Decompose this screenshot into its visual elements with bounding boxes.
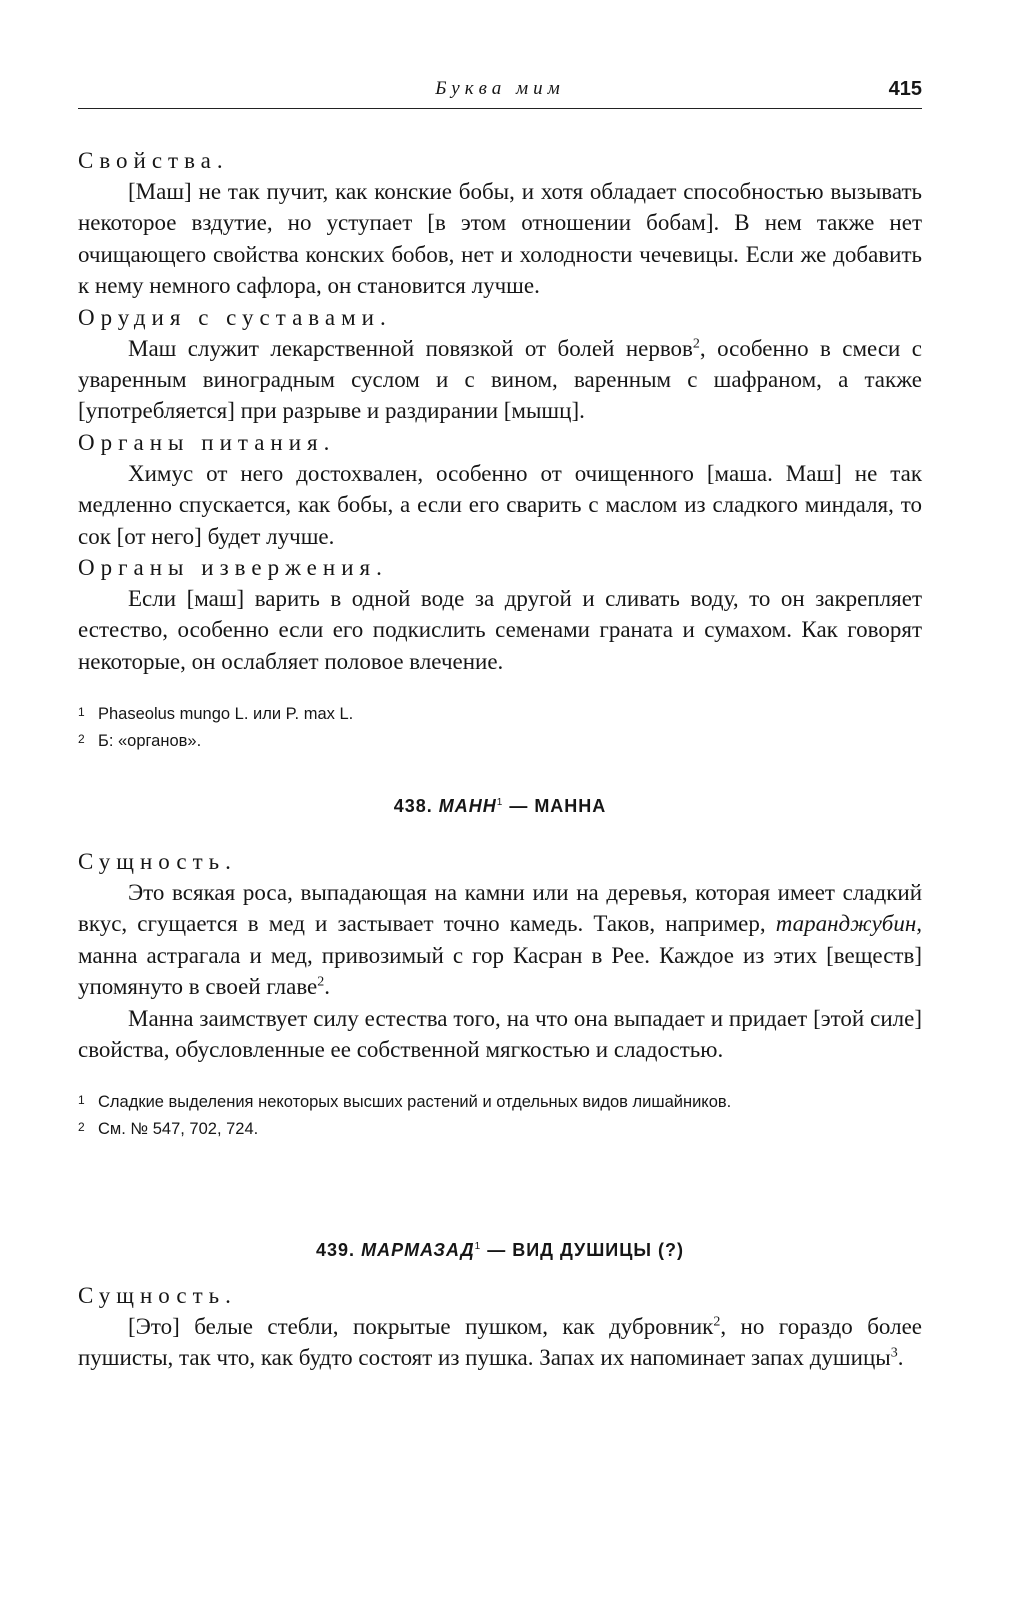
- text-run: [Это] белые стебли, покрытые пушком, как дубровник: [128, 1314, 714, 1339]
- paragraph-essence: [78, 1311, 922, 1374]
- footnote-text: См. № 547, 702, 724.: [98, 1120, 259, 1139]
- heading-joint-organs: Орудия с суставами.: [78, 304, 392, 330]
- running-head: [78, 78, 922, 108]
- footnote-mark: 2: [78, 1120, 85, 1135]
- heading-excretion-organs: Органы извержения.: [78, 555, 388, 581]
- article-translation: — МАННА: [503, 796, 607, 816]
- footnote: [78, 701, 922, 728]
- text-run: , но гораздо более пушисты, так что, как будто состоят из пушка. Запах их напоминает запах душицы: [78, 1314, 922, 1371]
- heading-essence: Сущность.: [78, 1283, 237, 1308]
- heading-essence: Сущность.: [78, 849, 237, 874]
- text-run: , особенно в смеси с уваренным виноградным суслом и с вином, варенным с шафраном, а также [употребляется] при разрыве и раздирании [мышц].: [78, 335, 922, 424]
- text-run: .: [897, 1345, 904, 1371]
- footnote: [78, 1116, 922, 1143]
- footnote-ref: 2: [692, 335, 700, 351]
- footnote-text: Б: «органов».: [98, 732, 202, 751]
- footnotes-437: [78, 701, 922, 755]
- article-title-438: [78, 796, 922, 817]
- paragraph-joint-organs: [78, 333, 922, 427]
- page-number: 415: [888, 78, 922, 100]
- heading-nutrition-organs: Органы питания.: [78, 429, 336, 455]
- text-run: .: [324, 974, 331, 1000]
- article-438-body: [78, 846, 922, 1143]
- article-439-body: [78, 1280, 922, 1374]
- text-run: Это всякая роса, выпадающая на камни или на деревья, которая имеет сладкий вкус, сгущается в мед и застывает точно камедь. Таков, например,: [78, 880, 922, 937]
- paragraph-essence: [78, 877, 922, 1003]
- header-rule: [78, 108, 922, 109]
- article-title-439: [78, 1240, 922, 1261]
- footnote-mark: 1: [78, 1093, 85, 1108]
- article-name: МАРМАЗАД: [361, 1240, 475, 1260]
- footnote-text: Сладкие выделения некоторых высших растений и отдельных видов лишайников.: [98, 1093, 732, 1112]
- article-translation: — ВИД ДУШИЦЫ (?): [481, 1240, 684, 1260]
- footnotes-438: [78, 1089, 922, 1143]
- footnote-ref: 1: [474, 1241, 482, 1252]
- paragraph-excretion-organs: Если [маш] варить в одной воде за другой и сливать воду, то он закрепляет естество, особенно если его подкислить семенами граната и сумахом. Как говорят некоторые, он ослабляет половое влечение.: [78, 586, 922, 674]
- running-head-title: Буква мим: [435, 78, 565, 99]
- footnote-mark: 2: [78, 732, 85, 747]
- footnote-ref: 2: [317, 974, 325, 990]
- article-number: 439.: [316, 1240, 356, 1260]
- footnote: [78, 1089, 922, 1116]
- footnote-mark: 1: [78, 705, 85, 720]
- term-italic: таранджубин,: [775, 911, 922, 937]
- paragraph-properties: [Маш] не так пучит, как конские бобы, и хотя обладает способностью вызывать некоторое вздутие, но уступает [в этом отношении бобам]. В нем также нет очищающего свойства конских бобов, нет и холодности чечевицы. Если же добавить к нему немного сафлора, он становится лучше.: [78, 179, 922, 299]
- footnote: [78, 728, 922, 755]
- footnote-text: Phaseolus mungo L. или P. max L.: [98, 705, 354, 724]
- article-number: 438.: [393, 796, 433, 816]
- text-run: Маш служит лекарственной повязкой от болей нервов: [128, 335, 693, 361]
- footnote-ref: 3: [890, 1345, 898, 1361]
- footnote-ref: 1: [496, 797, 504, 808]
- paragraph-nutrition-organs: Химус от него достохвален, особенно от очищенного [маша. Маш] не так медленно спускается, как бобы, а если его сварить с маслом из сладкого миндаля, то сок [от него] будет лучше.: [78, 460, 922, 549]
- article-437-continuation: [78, 145, 922, 755]
- paragraph-manna-strength: Манна заимствует силу естества того, на что она выпадает и придает [этой силе] свойства, обусловленные ее собственной мягкостью и сладостью.: [78, 1005, 922, 1063]
- text-run: манна астрагала и мед, привозимый с гор Касран в Рее. Каждое из этих [веществ] упомянуто в своей главе: [78, 942, 922, 1000]
- heading-properties: Свойства.: [78, 148, 229, 173]
- footnote-ref: 2: [713, 1314, 721, 1330]
- article-name: МАНН: [438, 796, 497, 816]
